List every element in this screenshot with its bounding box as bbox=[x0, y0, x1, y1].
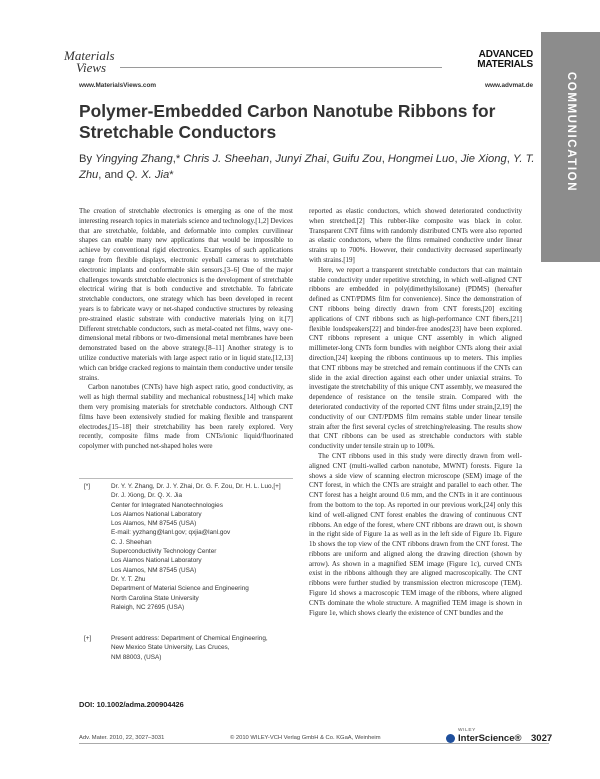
journal-citation: Adv. Mater. 2010, 22, 3027–3031 bbox=[79, 735, 165, 741]
footnote-line: Los Alamos, NM 87545 (USA) bbox=[111, 566, 197, 574]
article-title: Polymer-Embedded Carbon Nanotube Ribbons for Stretchable Conductors bbox=[79, 101, 496, 142]
copyright-notice: © 2010 WILEY-VCH Verlag GmbH & Co. KGaA, Weinheim bbox=[230, 735, 381, 741]
section-label: COMMUNICATION bbox=[565, 71, 577, 193]
author-name: Jie Xiong bbox=[460, 153, 507, 165]
footnote-line: Dr. Y. Y. Zhang, Dr. J. Y. Zhai, Dr. G. F. Zou, Dr. H. L. Luo,[+] bbox=[111, 483, 281, 490]
footnote-line: Los Alamos, NM 87545 (USA) bbox=[111, 520, 197, 528]
journal-url[interactable]: www.advmat.de bbox=[485, 82, 534, 89]
author-name: Guifu Zou bbox=[332, 153, 382, 165]
body-paragraph: Carbon nanotubes (CNTs) have high aspect ratio, good conductivity, as well as high thermal stability and mechanical robustness,[14] which make them very promising materials for stretchable conductors. Although CNT films have been extensively studied for making flexible and transparent electrodes,[15–18] their stretchability has been rarely explored. Very recently, composite films made from CNTs/ionic liquid/fluorinated copolymer with punched net-shaped holes were bbox=[79, 383, 293, 451]
author-name: Yingying Zhang bbox=[95, 153, 173, 165]
footnote-line: North Carolina State University bbox=[111, 594, 199, 602]
footnote-line: Dr. J. Xiong, Dr. Q. X. Jia bbox=[111, 492, 183, 500]
footnote-line: Present address: Department of Chemical Engineering, bbox=[111, 635, 268, 642]
logo-materials: MATERIALS bbox=[477, 59, 533, 70]
footnote-line: C. J. Sheehan bbox=[111, 538, 152, 546]
footnote-line: New Mexico State University, Las Cruces, bbox=[111, 644, 230, 652]
author-sep: ,* bbox=[172, 153, 184, 165]
author-name: Chris J. Sheehan bbox=[183, 153, 270, 165]
logo-interscience: InterScience® bbox=[458, 733, 522, 744]
author-name: Q. X. Jia bbox=[126, 169, 170, 181]
body-paragraph: The creation of stretchable electronics is emerging as one of the most interesting research topics in materials science and technology.[1,2] Devices that are stretchable, foldable, and deformable into complex curvilinear shapes can enable many new applications that would be impossible to achieve by conventional rigid electronics. Examples of such applications range from flexible displays, electronic eyeball cameras to stretchable electronic implants and conformable skin sensors.[3–6] One of the major challenges towards stretchable electronics is the development of stretchable electrical wiring that is both conductive and stretchable. To fabricate stretchable conductors, one strategy which has been developed in recent years is to fabricate wavy or net-shaped conductive structures by releasing pre-strained elastic substrate with conductive materials lying on it.[7] Different stretchable conductors, such as metal-coated net films, wavy one-dimensional metal ribbons or two-dimensional metal membranes have been demonstrated based on the above strategy.[8–11] Another strategy is to utilize conductive materials with large aspect ratio or in liquid state,[12,13] which can bridge cracked regions to maintain them conductive under tensile strains. bbox=[79, 207, 293, 382]
author-name: Y. T. Zhu bbox=[79, 153, 535, 181]
page-number: 3027 bbox=[531, 733, 553, 744]
header-rule bbox=[120, 67, 442, 68]
footnote-email[interactable]: E-mail: yyzhang@lanl.gov; qxjia@lanl.gov bbox=[111, 529, 231, 537]
author-sep: , bbox=[454, 153, 461, 165]
logo-advanced: ADVANCED bbox=[478, 49, 533, 60]
footnote-marker: [+] bbox=[84, 635, 92, 642]
advanced-materials-logo bbox=[453, 50, 533, 70]
materials-views-logo bbox=[64, 50, 124, 74]
author-name: Hongmei Luo bbox=[387, 153, 455, 165]
body-column-left bbox=[79, 207, 293, 452]
footnote-rule bbox=[79, 478, 293, 479]
author-sep: , bbox=[506, 153, 513, 165]
footnote-line: Dr. Y. T. Zhu bbox=[111, 575, 146, 583]
logo-line-2: Views bbox=[76, 60, 107, 75]
footnote-line: Department of Material Science and Engineering bbox=[111, 585, 249, 593]
materials-views-url[interactable]: www.MaterialsViews.com bbox=[79, 82, 157, 89]
logo-line-1: Materials bbox=[64, 48, 115, 63]
section-side-tab bbox=[541, 32, 600, 262]
body-paragraph: reported as elastic conductors, which showed deteriorated conductivity when stretched.[2] This rubber-like composite was black in color. Transparent CNT films with randomly distributed CNTs were also reported as elastic conductors, where the films remained conductive under linear strains up to 700%. However, their conductivity decreased superlinearly with strains.[19] bbox=[309, 207, 522, 264]
footnote-line: Center for Integrated Nanotechnologies bbox=[111, 501, 223, 509]
body-paragraph: Here, we report a transparent stretchable conductors that can maintain stable conductivity under repetitive stretching, in which well-aligned CNT ribbons are embedded in poly(dimethylsiloxane) (PDMS) (hereafter defined as CNT/PDMS film for convenience). Since the demonstration of CNT ribbons being directly drawn from CNT forests,[20] exciting applications of CNT ribbons such as high-performance CNT fibers,[21] flexible loudspeakers[22] and binder-free anodes[23] have been explored. CNT ribbons represent a unique CNT assembly in which aligned millimeter-long CNTs form bundles with neighbor CNTs along their axial direction,[24] keeping the ribbons continuous up to meters. This implies that CNT ribbons may be stretched and remain continuous if the CNTs can slide in the axial direction against each other under uniaxial strains. To investigate the stretchability of this unique CNT assembly, we measured the dependence of resistance on the tensile strain. Compared with the deteriorated conductivity of the reported CNT films under strain,[2,19] the conductivity of our CNT/PDMS film remains stable under linear tensile strain after the first several cycles of stretching/releasing. The results show that CNT ribbons can be used as stretchable conductors with stable conductivity under tensile strain up to 100%. bbox=[309, 265, 522, 451]
interscience-logo bbox=[444, 728, 524, 750]
body-paragraph: The CNT ribbons used in this study were directly drawn from well-aligned CNT (multi-walled carbon nanotube, MWNT) forests. Figure 1a shows a side view of scanning electron microscope (SEM) image of the CNT forest, in which the CNTs are straight and parallel to each other. The CNT forest has a height around 0.6 mm, and the CNTs in it are continuous from the bottom to the top. As reported in our previous work,[24] only this kind of well-aligned CNT forest enables the drawing of continuous CNT ribbons. An edge of the forest, where CNT ribbons are drawn out, is shown in the right side of Figure 1a as well as in the left side of Figure 1b. Figure 1b shows the top view of the CNT ribbons drawn from the CNT forest. The ribbons are uniform and aligned along the drawing direction (shown by arrow). As shown in a magnified SEM image (Figure 1c), curved CNTs exist in the ribbons although they are aligned macroscopically. The CNT ribbons were further studied by transmission electron microscope (TEM). Figure 1d shows a macroscopic TEM image of the ribbons, where aligned CNTs dominate the whole structure. A magnified TEM image is shown in Figure 1e, which shows clearly the existence of CNT bundles and the bbox=[309, 451, 522, 617]
body-column-right bbox=[309, 207, 522, 618]
author-list bbox=[79, 151, 539, 183]
footnote-marker: [*] bbox=[84, 483, 91, 490]
author-sep: , bbox=[326, 153, 333, 165]
author-sep: , bbox=[381, 153, 388, 165]
footnote-line: Superconductivity Technology Center bbox=[111, 548, 217, 556]
footnote-line: Raleigh, NC 27695 (USA) bbox=[111, 603, 185, 611]
interscience-globe-icon bbox=[446, 734, 455, 743]
footnote-line: Los Alamos National Laboratory bbox=[111, 510, 202, 518]
author-sep: , bbox=[269, 153, 276, 165]
footnote-line: Los Alamos National Laboratory bbox=[111, 557, 202, 565]
author-sep: * bbox=[169, 169, 174, 181]
logo-wiley: WILEY bbox=[458, 728, 476, 733]
footnote-line: NM 88003, (USA) bbox=[111, 653, 162, 661]
author-sep: , and bbox=[98, 169, 127, 181]
author-name: Junyi Zhai bbox=[275, 153, 327, 165]
doi-label[interactable]: DOI: 10.1002/adma.200904426 bbox=[79, 700, 184, 709]
byline-prefix: By bbox=[79, 153, 96, 165]
